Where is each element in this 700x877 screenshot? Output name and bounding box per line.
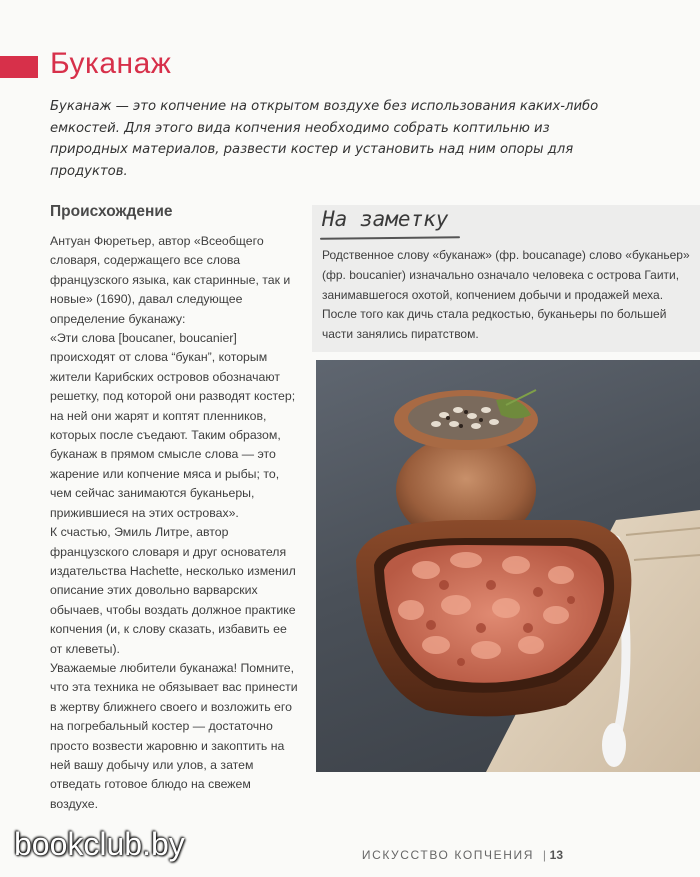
note-box — [312, 205, 700, 352]
body-paragraph: Уважаемые любители буканажа! Помните, что эта техника не обязывает вас принести в жертву ближнего своего и возложить его на погребальный костер — достаточно просто возвести жаровню и закоптить на ней вашу добычу или улов, а затем отведать готовое блюдо на свежем воздухе. — [50, 660, 298, 811]
title-accent-bar — [0, 56, 38, 78]
section-heading: Происхождение — [50, 203, 173, 220]
page-number: 13 — [549, 848, 563, 862]
page-title: Буканаж — [50, 47, 172, 80]
book-title-footer: ИСКУССТВО КОПЧЕНИЯ — [361, 848, 534, 862]
footer-separator: | — [542, 848, 546, 862]
body-paragraph: К счастью, Эмиль Литре, автор французского словаря и друг основателя издательства Hachette, несколько изменил описание этих довольно варварских обычаев, чтобы воздать должное практике копчения (и, к слову сказать, избавить ее от клеветы). — [50, 525, 296, 656]
note-title: На заметку — [322, 207, 449, 231]
watermark: bookclub.by — [14, 826, 185, 862]
note-text: Родственное слову «буканаж» (фр. boucanage) слово «буканьер» (фр. boucanier) изначально означало человека с острова Гаити, занимавшегося охотой, копчением добычи и продажей меха. После того как дичь стала редкостью, буканьеры по большей части занялись пиратством. — [322, 248, 690, 342]
body-paragraph: Антуан Фюретьер, автор «Всеобщего словаря, содержащего все слова французского языка, как старинные, так и новые» (1690), давал следующее определение буканажу: — [50, 234, 291, 326]
body-column — [50, 232, 302, 814]
body-paragraph: «Эти слова [boucaner, boucanier] происходят от слова “букан”, которым жители Карибских островов обозначают решетку, под которой они разводят костер; на ней они жарят и коптят пленников, которых после съедают. Таким образом, буканаж в прямом смысле слова — это жарение или копчение мяса и рыбы; то, чем сейчас занимаются буканьеры, прижившиеся на этих островах». — [50, 331, 296, 520]
intro-text: Буканаж — это копчение на открытом воздухе без использования каких-либо емкостей. Для этого вида копчения необходимо собрать коптильню из природных материалов, развести костер и установить над ним опоры для продуктов. — [50, 99, 599, 179]
note-underline — [320, 236, 460, 239]
food-photo — [316, 360, 700, 772]
